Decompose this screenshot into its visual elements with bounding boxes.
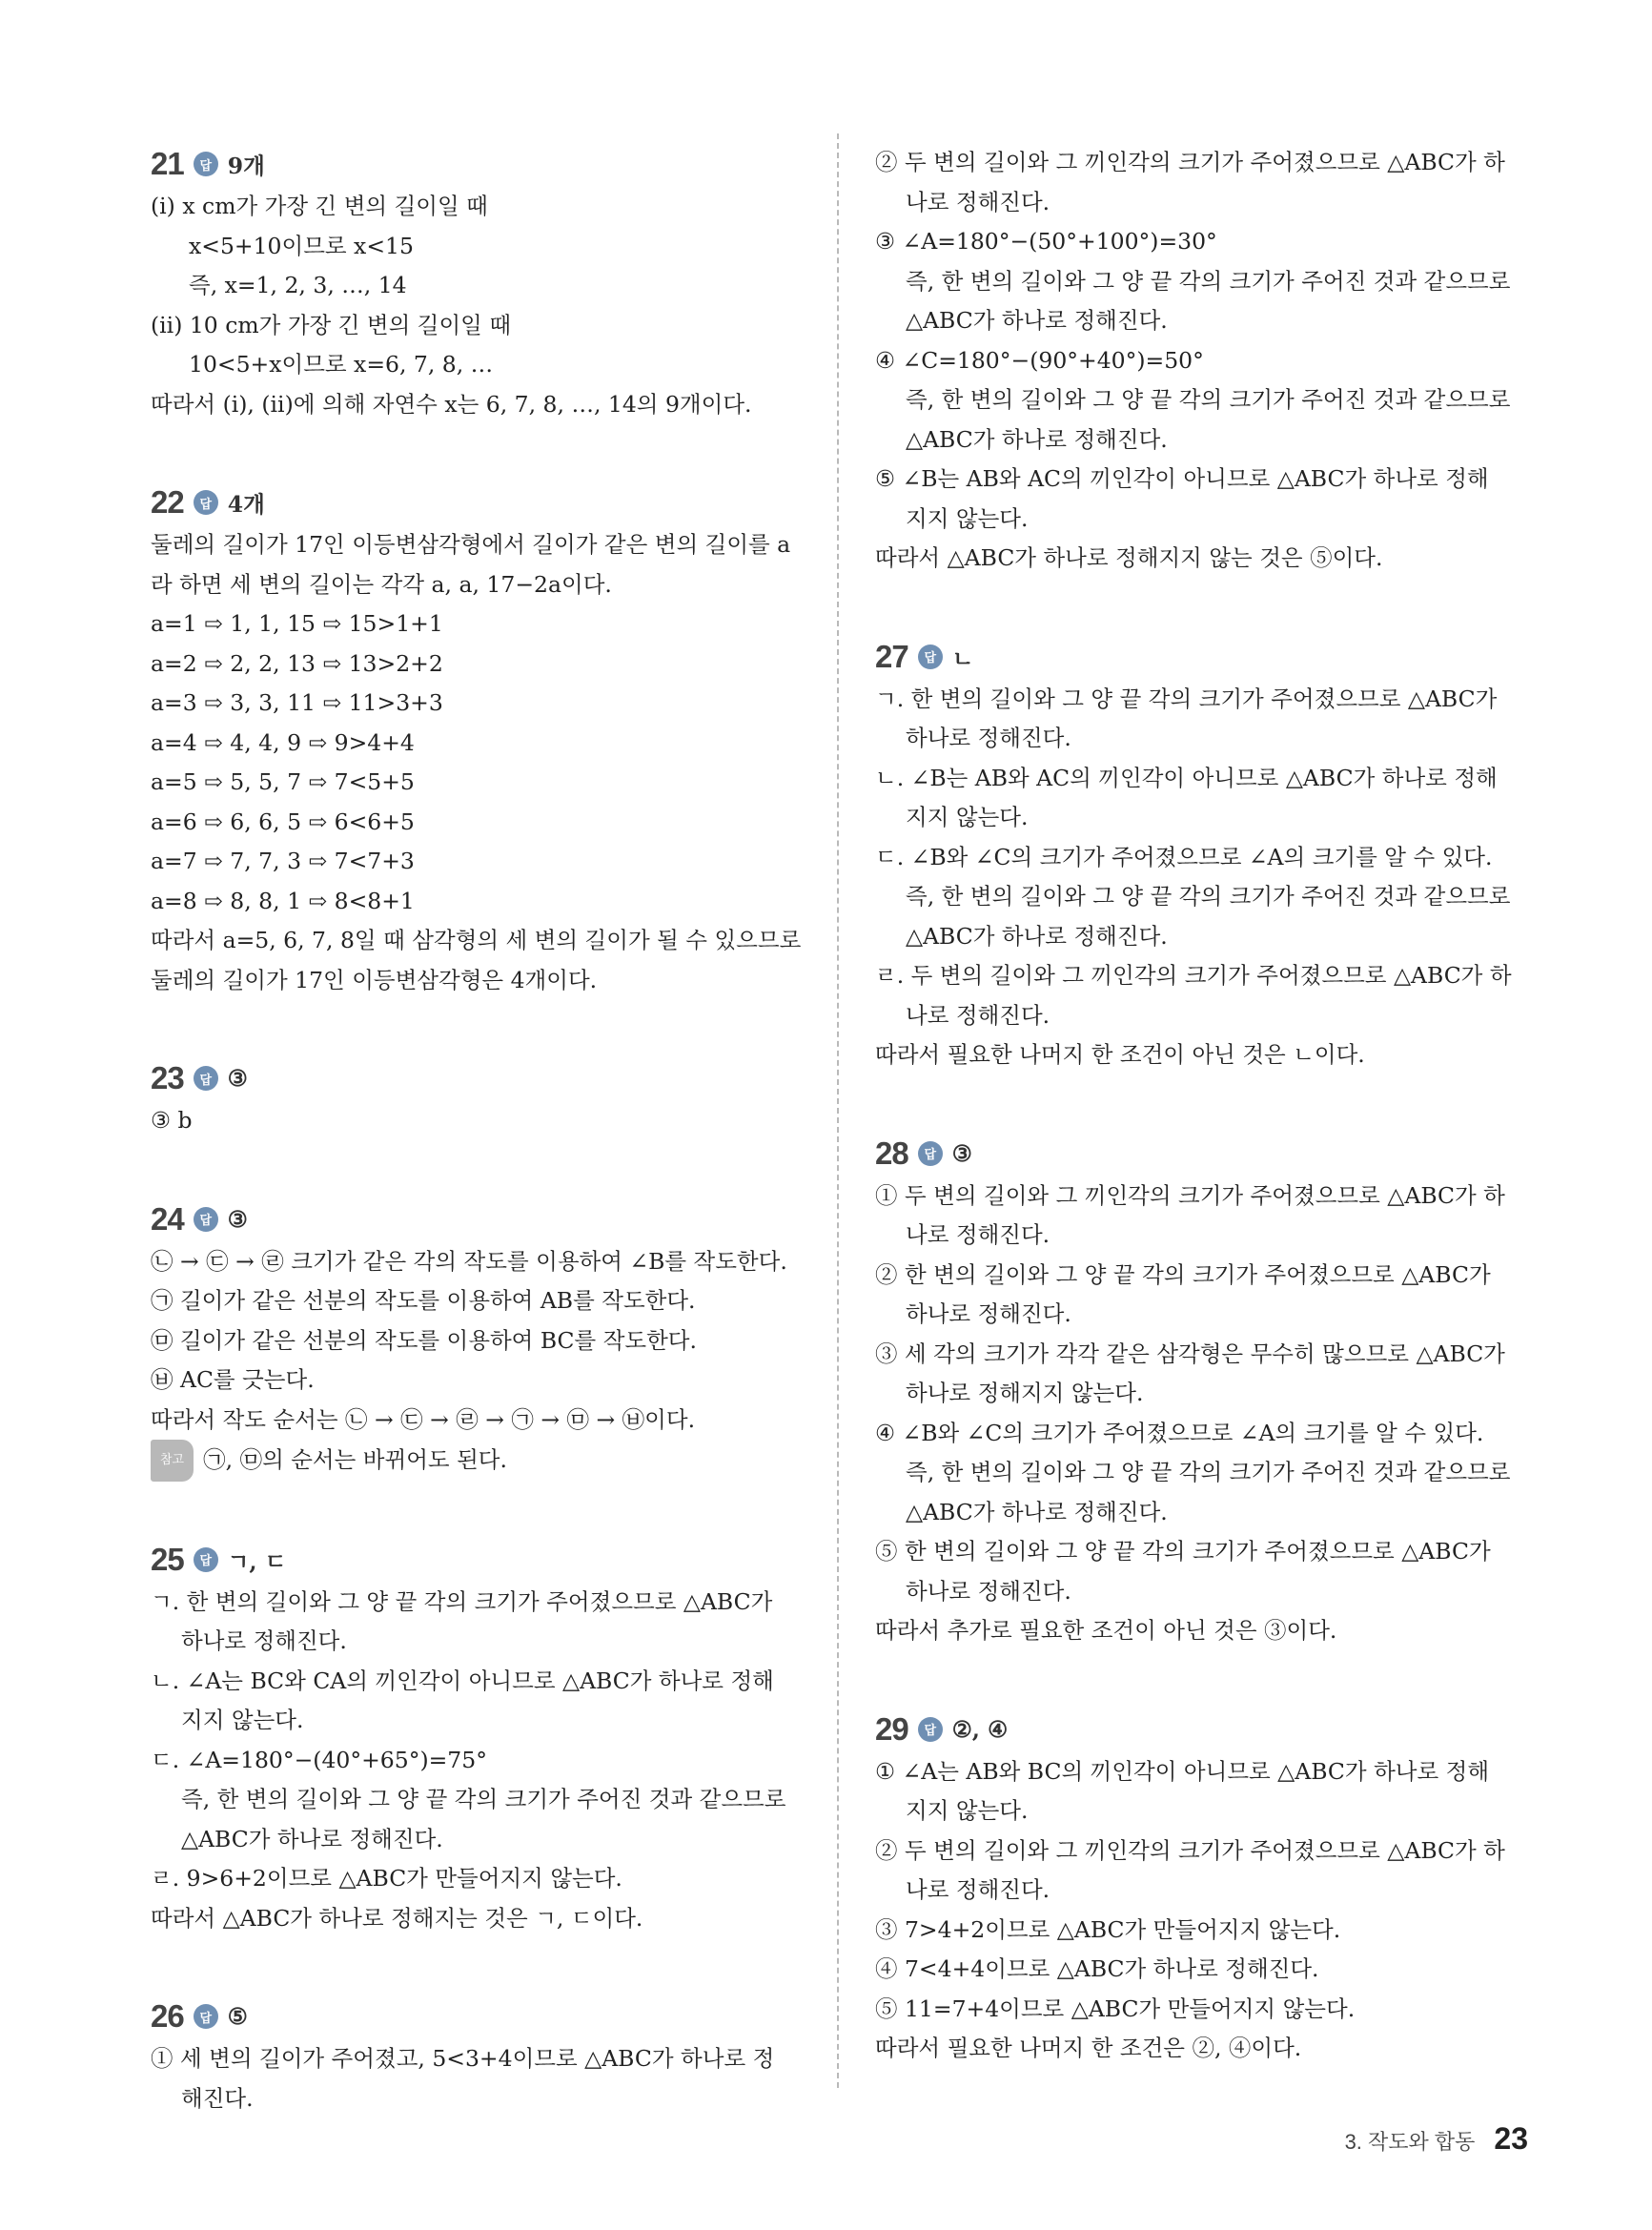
solution-line: ㄴ. ∠B는 AB와 AC의 끼인각이 아니므로 △ABC가 하나로 정해 — [875, 764, 1498, 791]
question-number: 28 — [875, 1135, 908, 1171]
solution-line: 따라서 a=5, 6, 7, 8일 때 삼각형의 세 변의 길이가 될 수 있으므로 — [151, 927, 802, 953]
solution-line: a=8 ⇨ 8, 8, 1 ⇨ 8<8+1 — [151, 887, 415, 914]
solution-line: 지지 않는다. — [906, 1797, 1029, 1824]
question-29 — [875, 1708, 1528, 2069]
solution-line: 즉, 한 변의 길이와 그 양 끝 각의 크기가 주어진 것과 같으므로 — [181, 1786, 786, 1812]
question-header — [151, 1198, 804, 1240]
solution-line: ① 두 변의 길이와 그 끼인각의 크기가 주어졌으므로 △ABC가 하 — [875, 1181, 1505, 1209]
question-number: 25 — [151, 1541, 184, 1577]
solution-line: 둘레의 길이가 17인 이등변삼각형은 4개이다. — [151, 966, 598, 993]
solution-line: a=2 ⇨ 2, 2, 13 ⇨ 13>2+2 — [151, 649, 443, 677]
solution-line: ② 두 변의 길이와 그 끼인각의 크기가 주어졌으므로 △ABC가 하 — [875, 1836, 1505, 1864]
answer-badge: 답 — [194, 490, 218, 515]
question-header — [875, 1708, 1528, 1750]
solution-line: 즉, 한 변의 길이와 그 양 끝 각의 크기가 주어진 것과 같으므로 — [906, 386, 1511, 413]
solution-line: ⑤ 한 변의 길이와 그 양 끝 각의 크기가 주어졌으므로 △ABC가 — [875, 1538, 1491, 1565]
question-number: 24 — [151, 1200, 184, 1237]
solution-line: 따라서 필요한 나머지 한 조건이 아닌 것은 ㄴ이다. — [875, 1041, 1365, 1068]
question-header — [151, 481, 804, 523]
solution-line: 지지 않는다. — [181, 1707, 304, 1733]
solution-line: a=7 ⇨ 7, 7, 3 ⇨ 7<7+3 — [151, 848, 415, 874]
answer-text: ㄴ — [951, 644, 974, 672]
solution-line: ㄴ. ∠A는 BC와 CA의 끼인각이 아니므로 △ABC가 하나로 정해 — [151, 1667, 774, 1694]
solution-line: ㉤ 길이가 같은 선분의 작도를 이용하여 BC를 작도한다. — [151, 1326, 697, 1354]
solution-line: 즉, 한 변의 길이와 그 양 끝 각의 크기가 주어진 것과 같으므로 — [906, 1459, 1511, 1485]
question-header — [151, 143, 804, 185]
solution-line: 나로 정해진다. — [906, 1221, 1050, 1248]
solution-line: △ABC가 하나로 정해진다. — [181, 1825, 443, 1852]
solution-line: ④ ∠C=180°−(90°+40°)=50° — [875, 346, 1204, 374]
solution-line: 따라서 △ABC가 하나로 정해지지 않는 것은 ⑤이다. — [875, 544, 1383, 571]
right-column — [875, 143, 1528, 2126]
solution-line: 지지 않는다. — [906, 504, 1029, 532]
left-column — [151, 143, 804, 2176]
solution-line: 하나로 정해진다. — [181, 1627, 347, 1654]
solution-line: △ABC가 하나로 정해진다. — [906, 922, 1168, 950]
question-number: 26 — [151, 1998, 184, 2034]
reference-chip: 참고 — [151, 1440, 194, 1482]
solution-line: 따라서 추가로 필요한 조건이 아닌 것은 ③이다. — [875, 1617, 1337, 1644]
solution-line: △ABC가 하나로 정해진다. — [906, 1498, 1168, 1525]
solution-line: ㉡ → ㉢ → ㉣ 크기가 같은 각의 작도를 이용하여 ∠B를 작도한다. — [151, 1247, 787, 1275]
answer-badge: 답 — [918, 644, 943, 669]
solution-line: (ⅰ) x cm가 가장 긴 변의 길이일 때 — [151, 193, 488, 219]
solution-line: ③ ∠A=180°−(50°+100°)=30° — [875, 228, 1217, 255]
solution-line: 따라서 (ⅰ), (ⅱ)에 의해 자연수 x는 6, 7, 8, …, 14의 9개이다. — [151, 390, 752, 418]
reference-note — [151, 1440, 804, 1482]
solution-line: 따라서 필요한 나머지 한 조건은 ②, ④이다. — [875, 2035, 1302, 2061]
solution-line: ⑤ 11=7+4이므로 △ABC가 만들어지지 않는다. — [875, 1995, 1356, 2022]
answer-badge: 답 — [918, 1717, 943, 1742]
solution-line: ⑤ ∠B는 AB와 AC의 끼인각이 아니므로 △ABC가 하나로 정해 — [875, 465, 1489, 492]
solution-line: ④ 7<4+4이므로 △ABC가 하나로 정해진다. — [875, 1955, 1319, 1982]
solution-line: ㉥ AC를 긋는다. — [151, 1366, 315, 1393]
answer-badge: 답 — [194, 152, 218, 176]
question-number: 27 — [875, 638, 908, 674]
answer-text: ㄱ, ㄷ — [227, 1547, 287, 1575]
solution-line: 즉, 한 변의 길이와 그 양 끝 각의 크기가 주어진 것과 같으므로 — [906, 883, 1511, 910]
question-header — [151, 1539, 804, 1581]
section-title: 3. 작도와 합동 — [1344, 2130, 1476, 2154]
question-cont — [875, 143, 1528, 579]
question-number: 23 — [151, 1060, 184, 1095]
solution-line: ㄹ. 두 변의 길이와 그 끼인각의 크기가 주어졌으므로 △ABC가 하 — [875, 962, 1512, 989]
question-header — [875, 1133, 1528, 1175]
question-21 — [151, 143, 804, 424]
solution-line: 나로 정해진다. — [906, 188, 1050, 215]
column-divider — [837, 133, 839, 2088]
solution-line: 하나로 정해진다. — [906, 1300, 1071, 1327]
solution-line: (ⅱ) 10 cm가 가장 긴 변의 길이일 때 — [151, 311, 512, 338]
solution-line: 10<5+x이므로 x=6, 7, 8, … — [189, 351, 494, 378]
question-header — [151, 1995, 804, 2037]
solution-line: 즉, 한 변의 길이와 그 양 끝 각의 크기가 주어진 것과 같으므로 — [906, 267, 1511, 295]
question-27 — [875, 636, 1528, 1075]
solution-line: △ABC가 하나로 정해진다. — [906, 307, 1168, 334]
solution-line: 따라서 △ABC가 하나로 정해지는 것은 ㄱ, ㄷ이다. — [151, 1904, 643, 1932]
solution-line: ④ ∠B와 ∠C의 크기가 주어졌으므로 ∠A의 크기를 알 수 있다. — [875, 1419, 1484, 1446]
solution-line: a=6 ⇨ 6, 6, 5 ⇨ 6<6+5 — [151, 808, 415, 835]
answer-text: ③ — [951, 1139, 972, 1167]
solution-line: 둘레의 길이가 17인 이등변삼각형에서 길이가 같은 변의 길이를 a — [151, 531, 791, 558]
solution-line: ② 두 변의 길이와 그 끼인각의 크기가 주어졌으므로 △ABC가 하 — [875, 149, 1505, 175]
answer-text: ②, ④ — [951, 1715, 1009, 1743]
solution-line: ㉠ 길이가 같은 선분의 작도를 이용하여 AB를 작도한다. — [151, 1287, 696, 1314]
solution-line: ㄹ. 9>6+2이므로 △ABC가 만들어지지 않는다. — [151, 1865, 622, 1892]
solution-line: ㄷ. ∠A=180°−(40°+65°)=75° — [151, 1746, 487, 1773]
solution-line: ② 한 변의 길이와 그 양 끝 각의 크기가 주어졌으므로 △ABC가 — [875, 1260, 1491, 1288]
answer-text: ③ — [227, 1205, 248, 1233]
question-23 — [151, 1057, 804, 1141]
answer-text: 4개 — [227, 491, 265, 518]
question-25 — [151, 1539, 804, 1939]
solution-line: 따라서 작도 순서는 ㉡ → ㉢ → ㉣ → ㉠ → ㉤ → ㉥이다. — [151, 1405, 696, 1433]
answer-badge: 답 — [194, 1547, 218, 1572]
solution-line: ③ 7>4+2이므로 △ABC가 만들어지지 않는다. — [875, 1915, 1341, 1943]
solution-line: 해진다. — [181, 2084, 254, 2112]
solution-line: 즉, x=1, 2, 3, …, 14 — [189, 272, 407, 298]
question-number: 21 — [151, 146, 184, 181]
solution-line: 나로 정해진다. — [906, 1001, 1050, 1029]
solution-line: 지지 않는다. — [906, 804, 1029, 830]
solution-line: ① 세 변의 길이가 주어졌고, 5<3+4이므로 △ABC가 하나로 정 — [151, 2045, 775, 2072]
solution-line: ㄱ. 한 변의 길이와 그 양 끝 각의 크기가 주어졌으므로 △ABC가 — [875, 685, 1498, 712]
solution-line: 라 하면 세 변의 길이는 각각 a, a, 17−2a이다. — [151, 570, 612, 598]
page-number: 23 — [1494, 2121, 1528, 2156]
solution-line: ③ b — [151, 1107, 193, 1134]
question-number: 29 — [875, 1710, 908, 1747]
solution-line: ㄷ. ∠B와 ∠C의 크기가 주어졌으므로 ∠A의 크기를 알 수 있다. — [875, 843, 1493, 870]
reference-text: ㉠, ㉤의 순서는 바뀌어도 된다. — [203, 1446, 507, 1473]
solution-line: 하나로 정해진다. — [906, 725, 1071, 751]
answer-badge: 답 — [918, 1141, 943, 1166]
solution-line: 하나로 정해진다. — [906, 1577, 1071, 1605]
answer-text: ⑤ — [227, 2003, 248, 2030]
question-26 — [151, 1995, 804, 2118]
solution-line: 하나로 정해지지 않는다. — [906, 1380, 1144, 1406]
question-header — [875, 636, 1528, 678]
solution-line: △ABC가 하나로 정해진다. — [906, 425, 1168, 453]
answer-badge: 답 — [194, 1207, 218, 1232]
solution-line: a=4 ⇨ 4, 4, 9 ⇨ 9>4+4 — [151, 728, 415, 756]
answer-badge: 답 — [194, 1066, 218, 1091]
solution-line: ㄱ. 한 변의 길이와 그 양 끝 각의 크기가 주어졌으므로 △ABC가 — [151, 1587, 773, 1615]
solution-line: a=5 ⇨ 5, 5, 7 ⇨ 7<5+5 — [151, 768, 415, 795]
solution-line: a=3 ⇨ 3, 3, 11 ⇨ 11>3+3 — [151, 689, 443, 716]
solution-line: ③ 세 각의 크기가 각각 같은 삼각형은 무수히 많으므로 △ABC가 — [875, 1340, 1505, 1367]
solution-line: 나로 정해진다. — [906, 1876, 1050, 1903]
question-24 — [151, 1198, 804, 1482]
question-22 — [151, 481, 804, 1000]
answer-text: ③ — [227, 1065, 248, 1092]
solution-line: x<5+10이므로 x<15 — [189, 232, 414, 259]
question-number: 22 — [151, 484, 184, 520]
page-footer — [1345, 2121, 1528, 2157]
answer-text: 9개 — [227, 153, 265, 179]
question-28 — [875, 1133, 1528, 1651]
answer-badge: 답 — [194, 2004, 218, 2029]
solution-line: ① ∠A는 AB와 BC의 끼인각이 아니므로 △ABC가 하나로 정해 — [875, 1757, 1490, 1785]
solution-line: a=1 ⇨ 1, 1, 15 ⇨ 15>1+1 — [151, 610, 443, 637]
question-header — [151, 1057, 804, 1099]
